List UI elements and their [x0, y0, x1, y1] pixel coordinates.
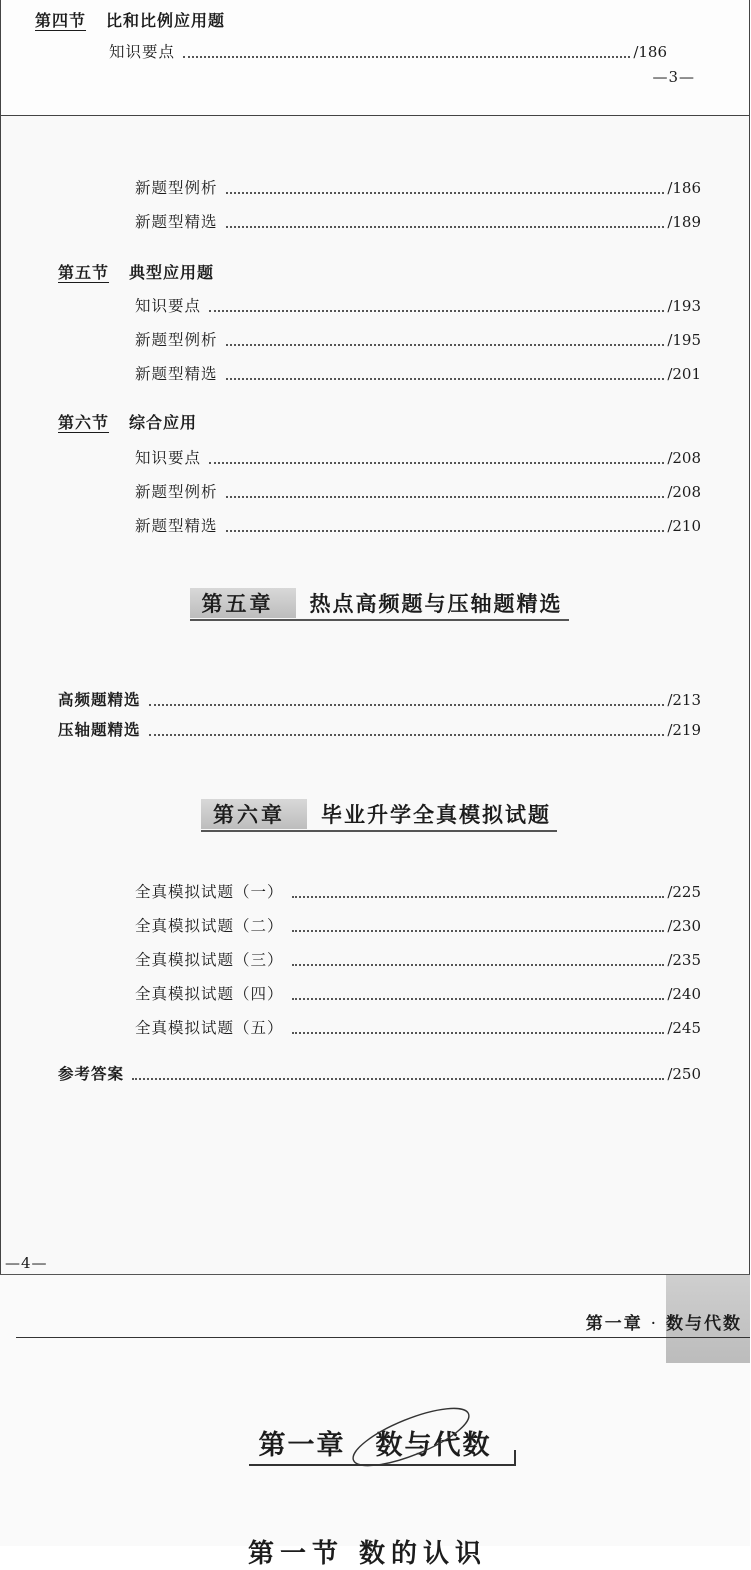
leader-dots	[226, 192, 665, 194]
toc-entry-answers	[58, 1062, 701, 1084]
leader-dots	[209, 310, 664, 312]
toc-entry-label: 新题型精选	[135, 213, 218, 231]
toc-entry	[135, 362, 701, 384]
chapter-number: 第六章	[201, 799, 307, 829]
chapter-title: 热点高频题与压轴题精选	[309, 591, 563, 616]
toc-entry-label: 知识要点	[135, 449, 202, 467]
toc-entry	[135, 328, 701, 350]
toc-entry-label: 新题型例析	[135, 331, 218, 349]
toc-entry-page: /208	[667, 449, 701, 467]
toc-entry-page: /225	[667, 883, 701, 901]
toc-entry-page: /189	[667, 213, 701, 231]
toc-entry	[58, 688, 701, 710]
chapter-number: 第一章	[258, 1430, 346, 1461]
chapter-title-block	[0, 1423, 750, 1462]
section-heading-6	[58, 410, 197, 433]
leader-dots	[209, 462, 664, 464]
running-head-chapter: 第一章	[585, 1314, 643, 1334]
toc-entry-label: 全真模拟试题（四）	[135, 985, 284, 1003]
toc-entry-page: /230	[667, 917, 701, 935]
leader-dots	[226, 530, 665, 532]
toc-entry-label: 压轴题精选	[58, 721, 141, 739]
toc-entry-page: /240	[667, 985, 701, 1003]
leader-dots	[132, 1078, 664, 1080]
toc-entry-page: /210	[667, 517, 701, 535]
toc-entry-page: /213	[667, 691, 701, 709]
toc-entry	[135, 210, 701, 232]
leader-dots	[149, 734, 665, 736]
toc-entry	[135, 294, 701, 316]
leader-dots	[226, 226, 665, 228]
toc-entry-page: /219	[667, 721, 701, 739]
section-number: 第五节	[58, 263, 110, 282]
leader-dots	[226, 378, 665, 380]
toc-entry-page: /208	[667, 483, 701, 501]
toc-entry-label: 新题型精选	[135, 517, 218, 535]
toc-entry-page: /245	[667, 1019, 701, 1037]
toc-entry-label: 知识要点	[109, 43, 176, 61]
chapter-underline	[201, 830, 557, 832]
toc-entry-label: 新题型精选	[135, 365, 218, 383]
toc-entry-label: 全真模拟试题（五）	[135, 1019, 284, 1037]
toc-entry	[135, 514, 701, 536]
leader-dots	[226, 496, 665, 498]
toc-entry-page: /186	[667, 179, 701, 197]
section-heading-5	[58, 260, 214, 283]
page-3-tail	[0, 0, 750, 116]
chapter-title: 数与代数	[375, 1430, 492, 1461]
toc-entry-label: 知识要点	[135, 297, 202, 315]
toc-entry-page: /201	[667, 365, 701, 383]
toc-entry-page: /250	[667, 1065, 701, 1083]
toc-entry-page: /195	[667, 331, 701, 349]
section-title: 综合应用	[129, 413, 198, 432]
chapter-heading-6	[1, 799, 751, 829]
leader-dots	[183, 56, 630, 58]
leader-dots	[226, 344, 665, 346]
leader-dots	[292, 964, 665, 966]
section-title: 比和比例应用题	[106, 11, 226, 30]
toc-entry	[135, 480, 701, 502]
toc-entry	[135, 914, 701, 936]
toc-entry	[135, 982, 701, 1004]
chapter-title-rule	[249, 1464, 516, 1466]
section-title: 典型应用题	[129, 263, 215, 282]
toc-entry	[135, 446, 701, 468]
page-chapter-1-opener	[0, 1274, 750, 1569]
toc-entry-label: 全真模拟试题（三）	[135, 951, 284, 969]
section-heading-4	[35, 8, 225, 31]
leader-dots	[292, 896, 665, 898]
chapter-number: 第五章	[190, 588, 296, 618]
toc-entry	[58, 718, 701, 740]
toc-entry-label: 参考答案	[58, 1065, 125, 1083]
toc-entry-page: /186	[633, 43, 667, 61]
toc-entry-page: /193	[667, 297, 701, 315]
toc-entry-label: 新题型例析	[135, 179, 218, 197]
toc-entry	[135, 948, 701, 970]
section-number: 第六节	[58, 413, 110, 432]
chapter-underline	[190, 619, 569, 621]
section-title-partial: 第一节 数的认识	[248, 1539, 488, 1569]
chapter-title: 毕业升学全真模拟试题	[321, 802, 551, 827]
toc-entry-page: /235	[667, 951, 701, 969]
running-head-separator: ·	[650, 1314, 659, 1334]
leader-dots	[292, 998, 665, 1000]
toc-entry	[109, 40, 667, 62]
leader-dots	[292, 930, 665, 932]
page-folio: —3—	[652, 68, 695, 86]
chapter-title-tick	[514, 1450, 516, 1466]
section-number: 第四节	[35, 11, 87, 30]
leader-dots	[292, 1032, 665, 1034]
toc-entry-label: 全真模拟试题（一）	[135, 883, 284, 901]
toc-entry-label: 全真模拟试题（二）	[135, 917, 284, 935]
chapter-heading-5	[1, 588, 751, 618]
toc-entry	[135, 1016, 701, 1038]
page-4	[0, 116, 750, 1274]
toc-entry-label: 新题型例析	[135, 483, 218, 501]
page-folio: —4—	[5, 1254, 48, 1272]
toc-entry-label: 高频题精选	[58, 691, 141, 709]
leader-dots	[149, 704, 665, 706]
running-head-title: 数与代数	[666, 1314, 742, 1334]
running-head	[574, 1303, 750, 1338]
toc-entry	[135, 176, 701, 198]
toc-entry	[135, 880, 701, 902]
